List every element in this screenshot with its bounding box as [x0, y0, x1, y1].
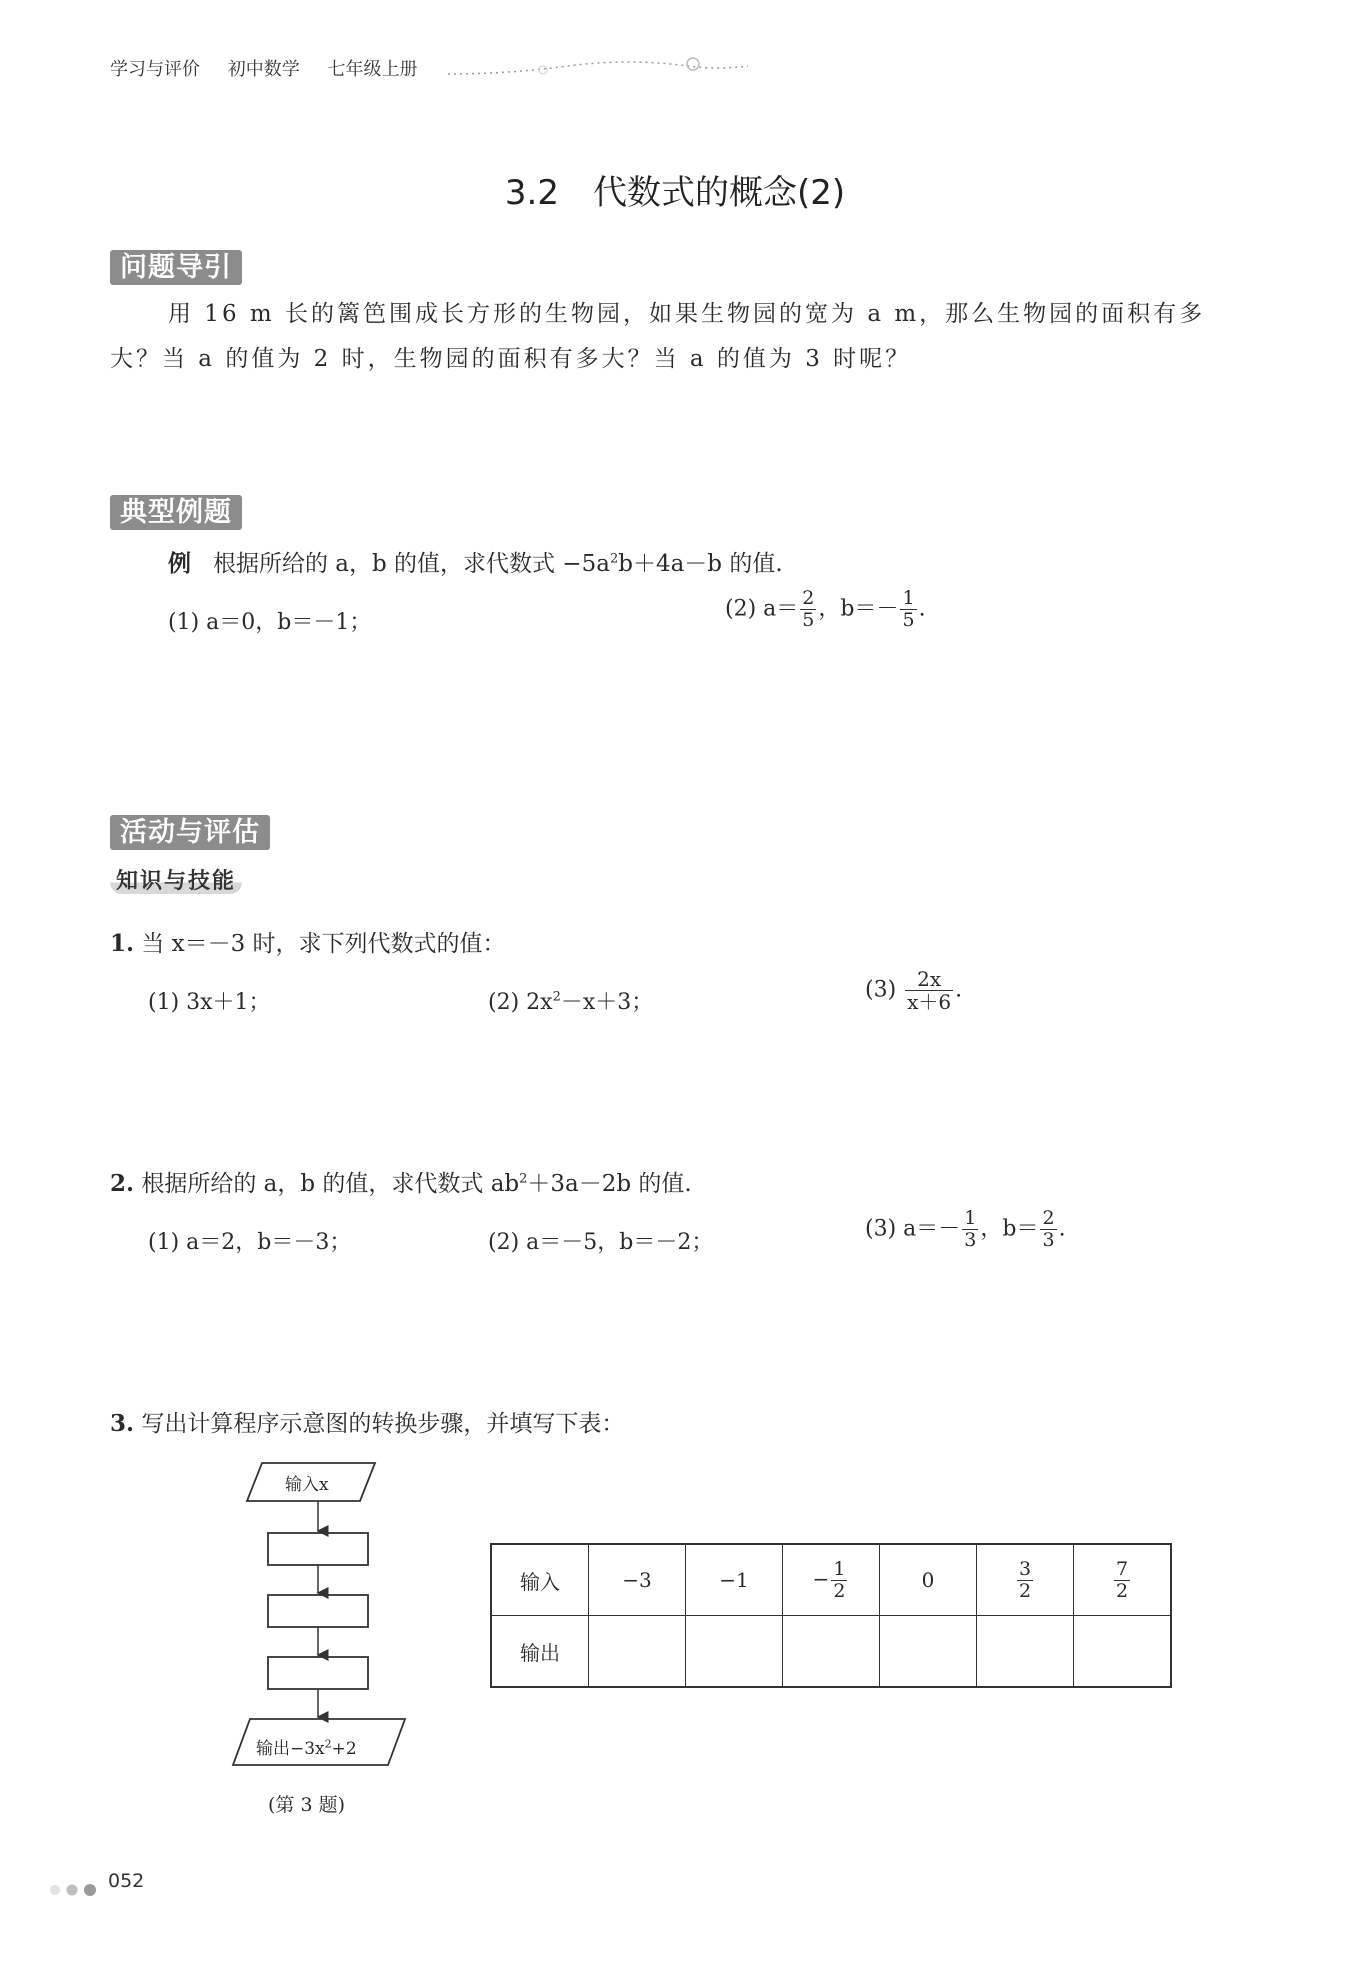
cell-value: 0 — [921, 1568, 935, 1592]
header-book: 学习与评价 — [110, 59, 200, 80]
io-table — [490, 1543, 1172, 1688]
numerator: 3 — [1018, 1557, 1032, 1580]
input-cell — [589, 1544, 686, 1616]
example-statement — [168, 545, 783, 578]
denominator: x＋6 — [907, 990, 952, 1014]
question-text: 当 x＝－3 时，求下列代数式的值： — [141, 931, 506, 957]
denominator: 2 — [1115, 1579, 1129, 1602]
tag-label: 典型例题 — [110, 495, 242, 530]
question-number: 1. — [110, 930, 135, 957]
output-cell[interactable] — [686, 1616, 783, 1688]
output-cell[interactable] — [977, 1616, 1074, 1688]
fraction — [800, 588, 816, 631]
numerator: 2x — [905, 968, 953, 991]
header-grade: 七年级上册 — [327, 59, 418, 80]
example-exponent: 2 — [609, 551, 619, 567]
running-header — [110, 55, 439, 81]
numerator: 1 — [902, 587, 915, 609]
subsection-tag-skills — [110, 864, 242, 895]
example-part-2 — [725, 588, 926, 631]
flow-step-box-1 — [268, 1533, 368, 1565]
question-text: 写出计算程序示意图的转换步骤，并填写下表： — [141, 1411, 625, 1437]
table-row-output — [491, 1616, 1171, 1688]
table-row-input — [491, 1544, 1171, 1616]
tag-label: 问题导引 — [110, 250, 242, 285]
question-text-pre: 根据所给的 a，b 的值，求代数式 ab — [141, 1171, 520, 1197]
flow-output-label — [256, 1734, 357, 1759]
flow-output-pre: 输出−3x — [256, 1739, 325, 1759]
question-1 — [110, 925, 506, 958]
cell-sign: − — [812, 1566, 830, 1591]
numerator: 2 — [1042, 1207, 1055, 1229]
question-text-post: ＋3a－2b 的值. — [527, 1171, 692, 1197]
header-decoration-icon — [448, 52, 748, 82]
flow-input-label: 输入x — [285, 1475, 329, 1495]
row-header-input: 输入 — [491, 1544, 589, 1616]
fraction — [962, 1208, 978, 1251]
header-subject: 初中数学 — [227, 59, 300, 80]
q2-part-2: (2) a＝－5，b＝－2； — [488, 1230, 714, 1255]
input-cell — [880, 1544, 977, 1616]
input-cell — [686, 1544, 783, 1616]
q1-part-3-end: . — [955, 977, 963, 1003]
q1-part-2-pre: (2) 2x — [488, 990, 553, 1015]
example-part-1: (1) a＝0，b＝－1； — [168, 610, 372, 635]
flow-step-box-2 — [268, 1595, 368, 1627]
fraction — [905, 968, 953, 1013]
q1-part-3 — [865, 968, 962, 1013]
section-tag-activity — [110, 810, 270, 849]
q1-part-1: (1) 3x＋1； — [148, 990, 271, 1015]
q1-part-2-post: －x＋3； — [560, 990, 654, 1015]
cell-value: −3 — [622, 1568, 652, 1592]
output-cell[interactable] — [589, 1616, 686, 1688]
row-header-output: 输出 — [491, 1616, 589, 1688]
section-tag-example — [110, 490, 242, 529]
example-text-post: b＋4a－b 的值. — [618, 551, 783, 577]
q2-part-3 — [865, 1208, 1066, 1251]
fraction — [900, 588, 916, 631]
output-cell[interactable] — [783, 1616, 880, 1688]
example-part-2-end: . — [918, 596, 926, 622]
question-3 — [110, 1405, 624, 1438]
numerator: 7 — [1115, 1557, 1129, 1580]
tag-label: 活动与评估 — [110, 815, 270, 850]
denominator: 3 — [964, 1229, 977, 1251]
denominator: 2 — [833, 1579, 846, 1602]
flow-output-post: +2 — [331, 1739, 357, 1759]
output-cell[interactable] — [880, 1616, 977, 1688]
q1-part-2-exponent: 2 — [552, 989, 561, 1005]
example-text-pre: 根据所给的 a，b 的值，求代数式 −5a — [212, 551, 610, 577]
intro-line-2: 大？当 a 的值为 2 时，生物园的面积有多大？当 a 的值为 3 时呢？ — [110, 346, 912, 372]
question-number: 2. — [110, 1170, 135, 1197]
q2-part-3-pre: (3) a＝－ — [865, 1216, 961, 1242]
subtag-label: 知识与技能 — [110, 869, 242, 894]
page-dots-icon — [48, 1882, 100, 1898]
input-cell — [783, 1544, 880, 1616]
intro-line-1: 用 16 m 长的篱笆围成长方形的生物园，如果生物园的宽为 a m，那么生物园的面积有多 — [168, 301, 1206, 327]
numerator: 2 — [802, 587, 815, 609]
numerator: 1 — [833, 1557, 846, 1580]
q2-part-3-mid: ，b＝ — [980, 1216, 1039, 1242]
q1-part-3-pre: (3) — [865, 977, 904, 1003]
flow-output-exponent: 2 — [324, 1737, 332, 1751]
question-exponent: 2 — [519, 1171, 528, 1187]
output-cell[interactable] — [1074, 1616, 1172, 1688]
fraction — [831, 1559, 847, 1602]
numerator: 1 — [964, 1207, 977, 1229]
input-cell — [977, 1544, 1074, 1616]
input-cell — [1074, 1544, 1172, 1616]
q2-part-1: (1) a＝2，b＝－3； — [148, 1230, 352, 1255]
question-number: 3. — [110, 1410, 135, 1437]
question-2 — [110, 1165, 692, 1198]
example-label: 例 — [168, 550, 191, 577]
example-part-2-pre: (2) a＝ — [725, 596, 799, 622]
intro-paragraph — [110, 292, 1240, 382]
denominator: 5 — [802, 609, 815, 631]
fraction — [1017, 1559, 1033, 1602]
flow-step-box-3 — [268, 1657, 368, 1689]
page-number: 052 — [108, 1870, 145, 1892]
page-title: 3.2 代数式的概念(2) — [504, 173, 846, 213]
example-part-2-mid: ，b＝－ — [818, 596, 899, 622]
section-tag-intro — [110, 245, 242, 284]
q2-part-3-end: . — [1058, 1216, 1066, 1242]
fraction — [1040, 1208, 1056, 1251]
q1-part-2 — [488, 985, 653, 1016]
denominator: 3 — [1042, 1229, 1055, 1251]
denominator: 5 — [902, 609, 915, 631]
figure-caption: (第 3 题) — [268, 1794, 345, 1816]
fraction — [1114, 1559, 1130, 1602]
cell-value: −1 — [719, 1568, 749, 1592]
denominator: 2 — [1018, 1579, 1032, 1602]
